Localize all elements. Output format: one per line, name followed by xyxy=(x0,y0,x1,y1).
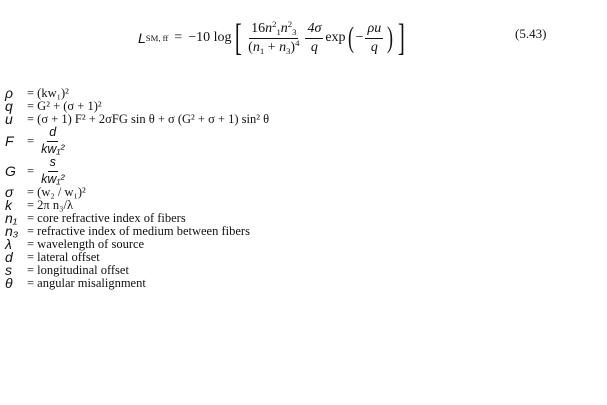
definition-rhs: = (kw₁)² xyxy=(27,86,69,100)
fraction-16n xyxy=(246,21,301,55)
fraction-16n-numerator: $16n^2_1n^2_3$ xyxy=(251,19,297,38)
definition-lhs: ρ xyxy=(5,85,14,101)
fraction-numerator: d xyxy=(47,126,58,142)
minus-sign: − xyxy=(355,30,364,45)
definition-lhs: θ xyxy=(5,275,13,291)
definition-lhs: F xyxy=(5,132,14,149)
fraction-4sigma-denominator: q xyxy=(310,39,318,55)
fraction-numerator: s xyxy=(48,156,58,172)
definitions-list xyxy=(3,87,603,290)
fraction-4sigma xyxy=(305,21,323,55)
fraction-rho-u xyxy=(365,21,383,55)
definition-F xyxy=(3,126,603,156)
definition-lhs: k xyxy=(5,197,12,213)
definition-rhs: = (w₂ / w₁)² xyxy=(27,185,86,199)
definition-rhs: = wavelength of source xyxy=(27,237,145,251)
left-paren: ( xyxy=(347,21,354,54)
right-bracket: ] xyxy=(398,17,406,59)
definition-lhs: s xyxy=(5,262,12,278)
fraction-rho-u-denominator: q xyxy=(370,39,378,55)
definition-rhs: = core refractive index of fibers xyxy=(27,211,186,225)
left-bracket: [ xyxy=(234,17,242,59)
definition-rhs: = longitudinal offset xyxy=(27,263,129,277)
fraction-denominator: kw₁² xyxy=(41,171,65,186)
definition-lhs: u xyxy=(5,111,13,127)
definition-lhs: λ xyxy=(5,236,12,252)
definition-lhs: n₁ xyxy=(5,210,18,226)
definition-rhs: = refractive index of medium between fibers xyxy=(27,224,250,238)
definition-rhs: = lateral offset xyxy=(27,250,100,264)
definition-lhs: n₃ xyxy=(5,223,19,239)
definition-rhs: = angular misalignment xyxy=(27,276,146,290)
definition-equals: = xyxy=(27,163,35,178)
definition-lhs: d xyxy=(5,249,13,265)
definition-fraction xyxy=(39,156,66,187)
equation-number: (5.43) xyxy=(515,26,547,41)
exp-label: exp xyxy=(325,30,346,45)
fraction-16n-denominator: $(n_1 + n_3)^4$ xyxy=(248,37,300,56)
definition-equals: = xyxy=(27,133,35,148)
right-paren: ) xyxy=(387,21,394,54)
coefficient: −10 log xyxy=(188,30,232,45)
definition-lhs: q xyxy=(5,98,13,114)
definition-sigma xyxy=(3,186,603,199)
fraction-4sigma-numerator: 4σ xyxy=(305,21,323,38)
definition-rhs: = (σ + 1) F² + 2σFG sin θ + σ (G² + σ + 1) sin² θ xyxy=(27,112,270,126)
definition-rhs: = 2π n₃/λ xyxy=(27,198,74,212)
equals-sign: = xyxy=(174,30,183,45)
definition-theta xyxy=(3,277,603,290)
definition-u xyxy=(3,113,603,126)
fraction-denominator: kw₁² xyxy=(41,141,65,156)
definition-rhs: = G² + (σ + 1)² xyxy=(27,99,102,113)
definition-lhs: σ xyxy=(5,184,14,200)
fraction-rho-u-numerator: ρu xyxy=(365,21,383,38)
main-equation: L SM, ff = −10 log [ $\frac{16n^2_1n^2_3}{(n_1 + n_3)^4}$ $\frac{4\sigma}{q}$ exp ( − $\frac{\rho u}{q}$ ) ] xyxy=(138,17,406,59)
definition-fraction xyxy=(39,126,66,157)
definition-lhs: G xyxy=(5,162,16,179)
definition-G xyxy=(3,156,603,186)
lhs-symbol: L xyxy=(138,30,146,46)
